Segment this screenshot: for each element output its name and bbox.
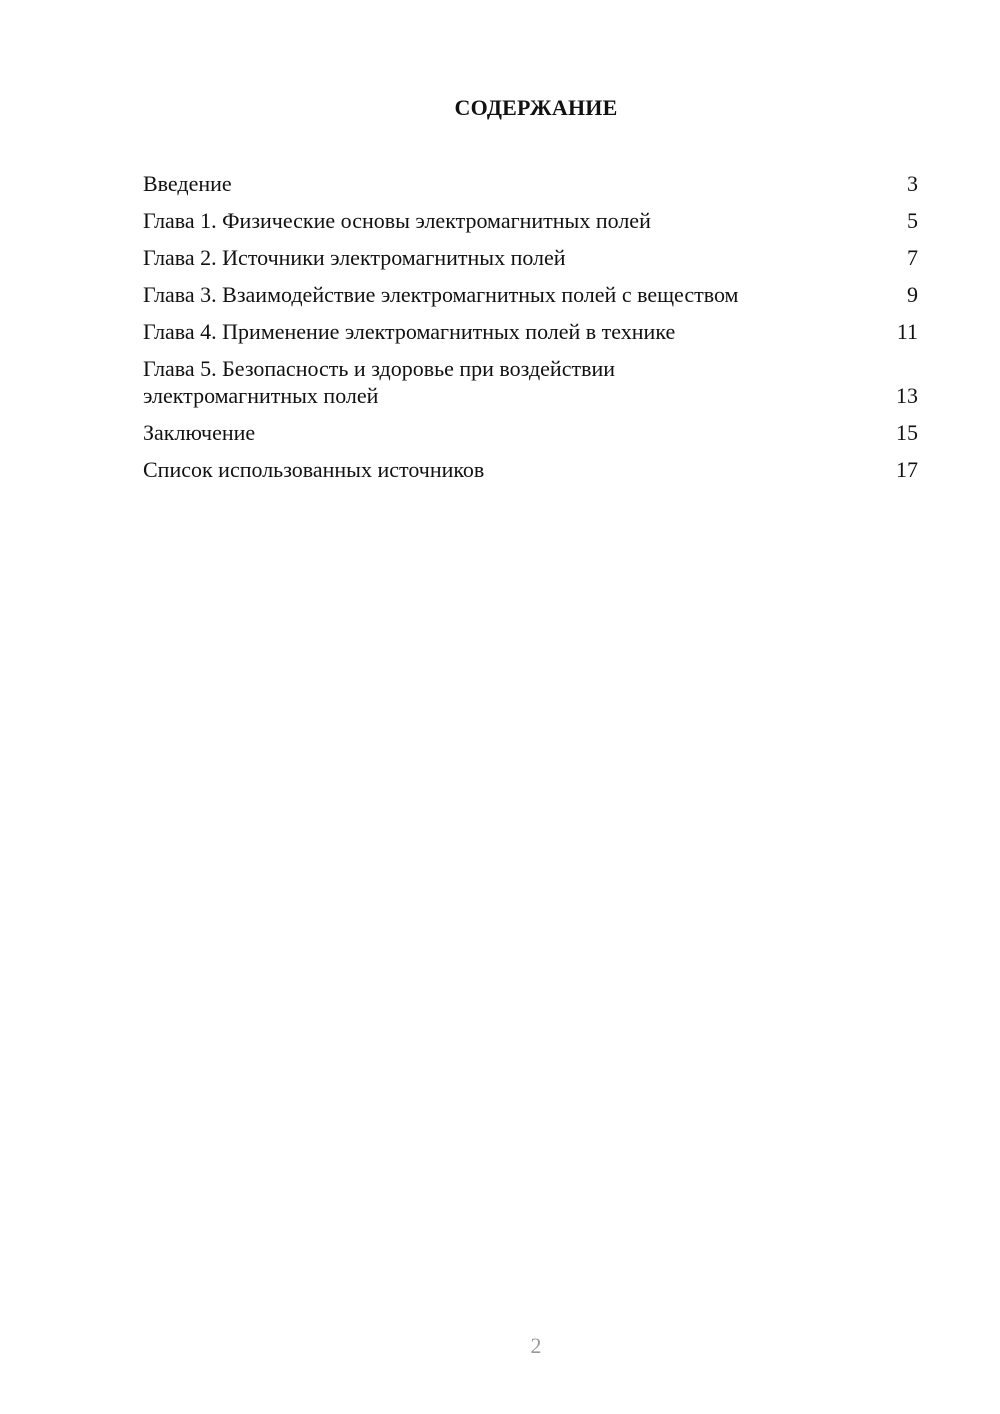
toc-entry-title: Глава 5. Безопасность и здоровье при воздействии электромагнитных полей (143, 356, 616, 408)
toc-entry (143, 456, 918, 483)
toc-entry (143, 318, 918, 345)
toc-entry-page: 15 (896, 420, 918, 445)
toc-entry-title: Глава 2. Источники электромагнитных полей (143, 245, 566, 270)
toc-entry-page: 17 (896, 457, 918, 482)
toc-entry-page: 11 (896, 319, 918, 344)
toc-title: СОДЕРЖАНИЕ (454, 95, 618, 120)
toc-entry-title: Список использованных источников (143, 457, 485, 482)
toc-entry-title: Глава 4. Применение электромагнитных полей в технике (143, 319, 676, 344)
toc-entry-page: 13 (896, 383, 918, 408)
toc-entry (143, 170, 918, 197)
table-of-contents (143, 170, 918, 493)
toc-entry-title: Введение (143, 171, 232, 196)
toc-entry-page: 3 (907, 171, 918, 196)
toc-entry (143, 355, 918, 409)
toc-entry-page: 9 (907, 282, 918, 307)
toc-entry (143, 281, 918, 308)
toc-entry (143, 207, 918, 234)
page-number: 2 (530, 1333, 542, 1358)
toc-entry-page: 5 (907, 208, 918, 233)
toc-entry (143, 419, 918, 446)
toc-entry-title: Глава 3. Взаимодействие электромагнитных полей с веществом (143, 282, 739, 307)
toc-entry-title: Заключение (143, 420, 256, 445)
toc-entry-page: 7 (907, 245, 918, 270)
toc-entry-title: Глава 1. Физические основы электромагнитных полей (143, 208, 651, 233)
toc-entry (143, 244, 918, 271)
